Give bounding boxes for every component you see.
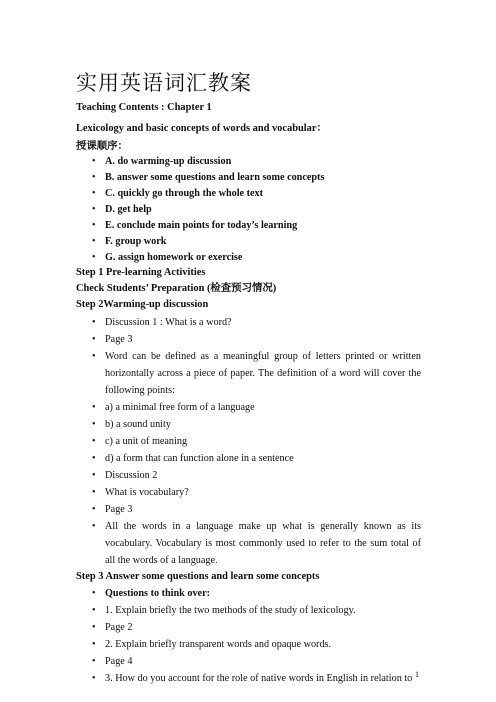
bullet: • bbox=[92, 656, 96, 667]
list-item: Page 3 bbox=[105, 334, 133, 345]
list-item: C. quickly go through the whole text bbox=[105, 188, 264, 199]
list-item: c) a unit of meaning bbox=[105, 436, 188, 447]
list-item: Questions to think over: bbox=[105, 588, 210, 599]
step1-text: Step 1 Pre-learning Activities bbox=[76, 267, 206, 278]
bullet: • bbox=[92, 521, 96, 532]
list-item: 1. Explain briefly the two methods of the study of lexicology. bbox=[105, 605, 356, 616]
page-number: 1 bbox=[415, 670, 419, 679]
vocabulary-paragraph: All the words in a language make up what is generally known as its vocabulary. Vocabulary is most commonly used to refer to the sum total of all the words of a language. bbox=[105, 521, 421, 566]
subtitle: Lexicology and basic concepts of words and vocabular： bbox=[76, 123, 327, 134]
check-heading: Check Students’ Preparation (检查预习情况) bbox=[76, 283, 277, 294]
bullet: • bbox=[92, 188, 96, 199]
list-item: a) a minimal free form of a language bbox=[105, 402, 255, 413]
list-item: F. group work bbox=[105, 236, 167, 247]
bullet: • bbox=[92, 487, 96, 498]
bullet: • bbox=[92, 402, 96, 413]
list-item: A. do warming-up discussion bbox=[105, 156, 232, 167]
list-item: E. conclude main points for today’s learning bbox=[105, 220, 298, 231]
list-item: b) a sound unity bbox=[105, 419, 171, 430]
list-item: Page 4 bbox=[105, 656, 133, 667]
list-item: Page 3 bbox=[105, 504, 133, 515]
bullet: • bbox=[92, 470, 96, 481]
bullet: • bbox=[92, 639, 96, 650]
teaching-contents: Teaching Contents : Chapter 1 bbox=[76, 102, 212, 113]
bullet: • bbox=[92, 419, 96, 430]
list-item: G. assign homework or exercise bbox=[105, 252, 243, 263]
bullet: • bbox=[92, 317, 96, 328]
list-item: 2. Explain briefly transparent words and opaque words. bbox=[105, 639, 332, 650]
list-item: What is vocabulary? bbox=[105, 487, 189, 498]
list-item: Discussion 2 bbox=[105, 470, 158, 481]
bullet: • bbox=[92, 351, 96, 362]
list-item: Discussion 1 : What is a word? bbox=[105, 317, 232, 328]
list-item: B. answer some questions and learn some concepts bbox=[105, 172, 325, 183]
bullet: • bbox=[92, 673, 96, 684]
list-item: D. get help bbox=[105, 204, 152, 215]
bullet: • bbox=[92, 504, 96, 515]
page-title: 实用英语词汇教案 bbox=[76, 71, 252, 95]
bullet: • bbox=[92, 605, 96, 616]
step2-heading bbox=[76, 298, 208, 311]
list-item: d) a form that can function alone in a sentence bbox=[105, 453, 294, 464]
step3-heading bbox=[76, 570, 319, 583]
bullet: • bbox=[92, 156, 96, 167]
bullet: • bbox=[92, 334, 96, 345]
bullet: • bbox=[92, 204, 96, 215]
bullet: • bbox=[92, 588, 96, 599]
list-item: 3. How do you account for the role of native words in English in relation to bbox=[105, 673, 413, 684]
bullet: • bbox=[92, 220, 96, 231]
list-item: Page 2 bbox=[105, 622, 133, 633]
bullet: • bbox=[92, 172, 96, 183]
bullet: • bbox=[92, 453, 96, 464]
definition-paragraph: Word can be defined as a meaningful group of letters printed or written horizontally across a piece of paper. The definition of a word will cover the following points: bbox=[105, 351, 421, 396]
step3-text: Step 3 Answer some questions and learn some concepts bbox=[76, 571, 320, 582]
step1-heading bbox=[76, 266, 205, 279]
bullet: • bbox=[92, 252, 96, 263]
step2-text: Step 2Warming-up discussion bbox=[76, 299, 209, 310]
bullet: • bbox=[92, 622, 96, 633]
bullet: • bbox=[92, 236, 96, 247]
bullet: • bbox=[92, 436, 96, 447]
order-heading: 授课顺序： bbox=[76, 141, 128, 152]
